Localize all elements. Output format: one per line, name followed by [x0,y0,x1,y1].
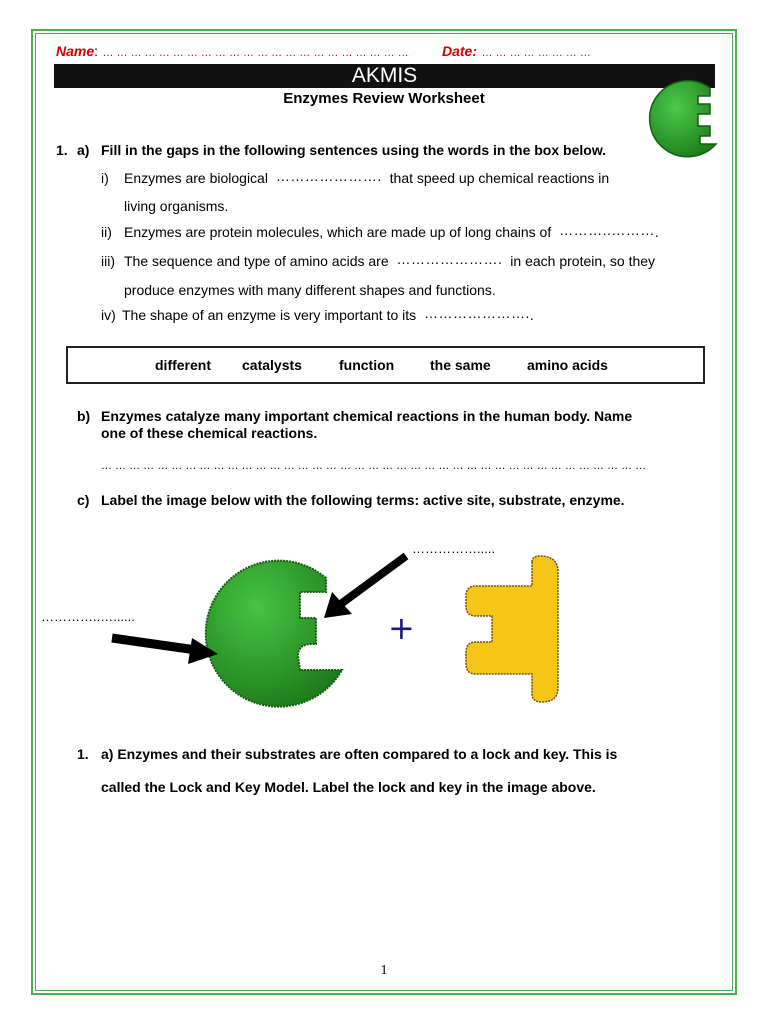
word-bank-item: the same [430,357,491,373]
q1a-instruction: Fill in the gaps in the following sentences using the words in the box below. [101,142,607,158]
q1a-letter: a) [77,142,90,158]
item-i-text [124,170,609,186]
item-i-label: i) [101,170,109,186]
word-bank-item: catalysts [242,357,302,373]
enzyme-shape-icon [206,561,342,707]
worksheet-title: Enzymes Review Worksheet [283,90,485,107]
substrate-shape-icon [466,556,558,702]
date-field[interactable] [442,43,591,61]
word-bank-item: different [155,357,211,373]
item-ii-blank[interactable]: ………..……… [559,222,655,238]
lock-and-key-diagram [100,540,580,720]
date-dots: … … … … … … … … [481,47,591,59]
item-ii-before: Enzymes are protein molecules, which are made up of long chains of [124,224,552,240]
item-iii-label: iii) [101,253,115,269]
item-iii-continued: produce enzymes with many different shapes and functions. [124,282,496,298]
item-iii-after: in each protein, so they [510,253,656,269]
school-banner: AKMIS [54,64,715,88]
item-ii-label: ii) [101,224,112,240]
q1c-letter: c) [77,492,90,508]
label-blank-top-right[interactable]: ……………..... [412,541,496,556]
item-iii-text [124,253,655,269]
q2-line2: called the Lock and Key Model. Label the lock and key in the image above. [101,779,596,795]
name-dots: … … … … … … … … … … … … … … … … … … … … … … [102,47,409,59]
word-bank-item: amino acids [527,357,608,373]
item-i-continued: living organisms. [124,198,229,214]
item-ii-text [124,224,659,240]
q1b-letter: b) [77,408,91,424]
item-iii-blank[interactable]: …………………. [396,251,503,267]
arrow-to-enzyme-icon [112,638,218,664]
item-iv-label: iv) [101,307,116,323]
item-i-after: that speed up chemical reactions in [389,170,610,186]
page-number: 1 [380,963,388,978]
plus-sign: + [388,609,415,647]
item-i-before: Enzymes are biological [124,170,268,186]
q1c-text: Label the image below with the following terms: active site, substrate, enzyme. [101,492,625,508]
item-iv-text [122,307,534,323]
name-label: Name [56,43,95,59]
date-label: Date: [442,43,478,59]
item-iv-after: . [529,307,534,323]
label-blank-left[interactable]: …………..…...... [41,609,135,624]
item-iv-before: The shape of an enzyme is very important to its [122,307,417,323]
word-bank-item: function [339,357,395,373]
name-field[interactable] [56,43,409,61]
enzyme-logo-icon [640,74,724,158]
q1-number: 1. [56,142,68,158]
word-bank-box [66,346,705,384]
name-colon: : [94,43,99,59]
item-iv-blank[interactable]: …………………. [424,305,530,321]
item-ii-after: . [654,224,659,240]
q2-line1: a) Enzymes and their substrates are often compared to a lock and key. This is [101,746,618,762]
q2-number: 1. [77,746,89,762]
q1b-line2: one of these chemical reactions. [101,425,318,441]
item-i-blank[interactable]: …………………. [275,168,382,184]
q1b-answer-line[interactable]: … … … … … … … … … … … … … … … … … … … … … … … … … … … … … … … … … … … … … … … [101,460,647,472]
item-iii-before: The sequence and type of amino acids are [124,253,389,269]
q1b-line1: Enzymes catalyze many important chemical reactions in the human body. Name [101,408,633,424]
